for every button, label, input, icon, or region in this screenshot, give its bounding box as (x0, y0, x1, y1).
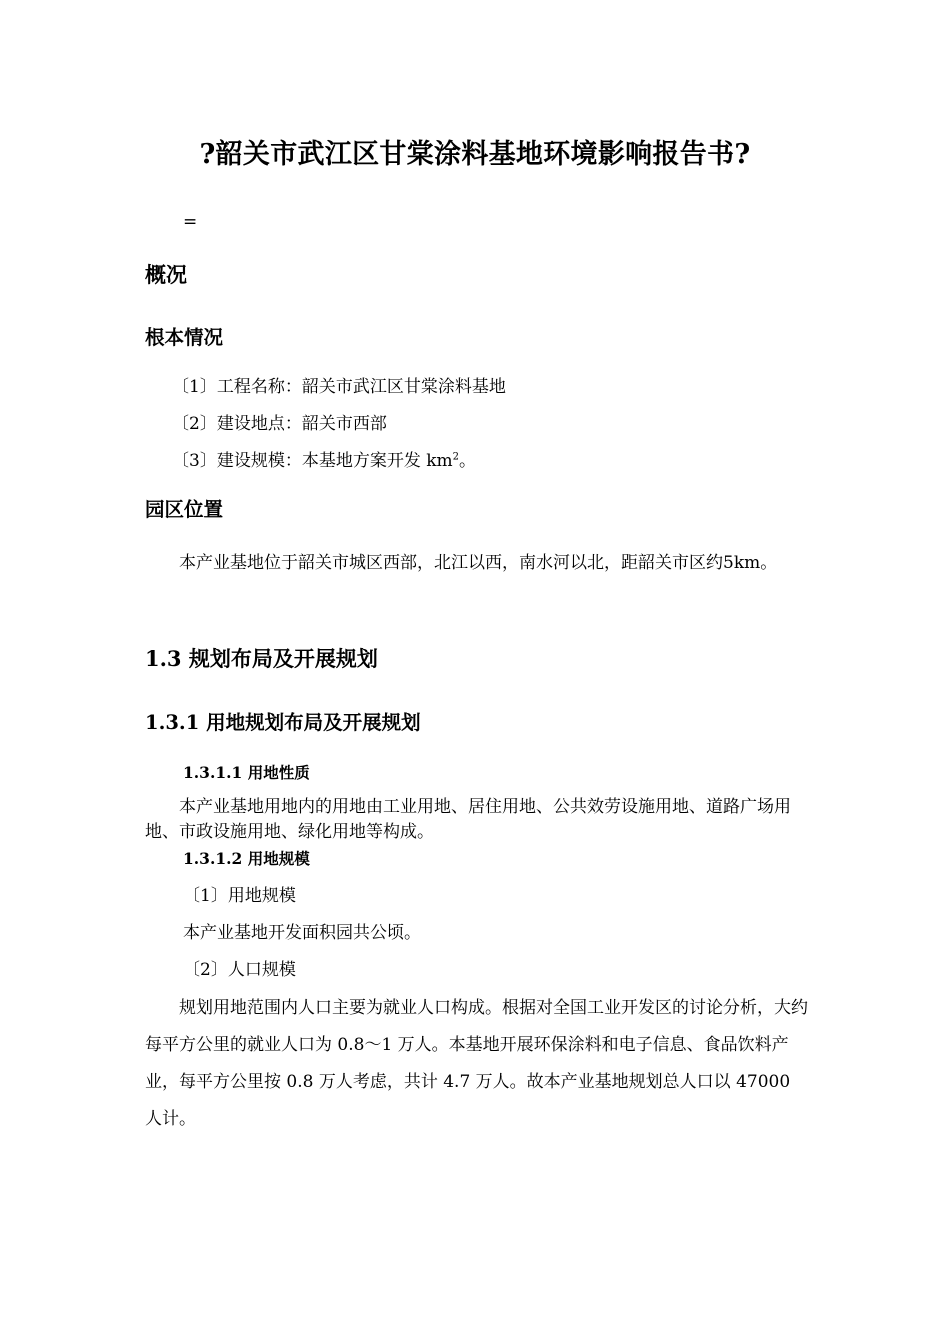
land-nature-heading: 1.3.1.1 用地性质 (183, 763, 310, 782)
separator-mark: = (183, 212, 198, 232)
basic-item-project-name: 〔1〕工程名称：韶关市武江区甘棠涂料基地 (172, 377, 506, 397)
basic-item-scale-text: 〔3〕建设规模：本基地方案开发 km (172, 451, 453, 471)
land-nature-paragraph: 本产业基地用地内的用地由工业用地、居住用地、公共效劳设施用地、道路广场用地、市政设施用地、绿化用地等构成。 (145, 797, 791, 842)
superscript-2: 2 (452, 451, 460, 463)
scale-item-land-text: 本产业基地开发面积园共公顷。 (183, 923, 421, 943)
land-scale-heading: 1.3.1.2 用地规模 (183, 849, 310, 868)
overview-heading: 概况 (145, 262, 187, 287)
scale-item-population: 〔2〕人口规模 (183, 960, 296, 980)
basic-item-scale (172, 446, 476, 471)
basic-item-location: 〔2〕建设地点：韶关市西部 (172, 414, 387, 434)
scale-item-land: 〔1〕用地规模 (183, 886, 296, 906)
basic-info-heading: 根本情况 (145, 326, 224, 349)
location-heading: 园区位置 (145, 498, 224, 521)
document-title: ?韶关市武江区甘棠涂料基地环境影响报告书? (199, 139, 751, 170)
land-use-heading: 1.3.1 用地规划布局及开展规划 (145, 711, 421, 734)
population-paragraph: 规划用地范围内人口主要为就业人口构成。根据对全国工业开发区的讨论分析，大约每平方公里的就业人口为 0.8～1 万人。本基地开展环保涂料和电子信息、食品饮料产业，每平方公里按 0.8 万人考虑，共计 4.7 万人。故本产业基地规划总人口以 47000 人计。 (145, 998, 808, 1129)
layout-heading: 1.3 规划布局及开展规划 (145, 646, 378, 671)
location-paragraph: 本产业基地位于韶关市城区西部，北江以西，南水河以北，距韶关市区约5km。 (179, 553, 778, 573)
basic-item-scale-end: 。 (459, 451, 477, 471)
